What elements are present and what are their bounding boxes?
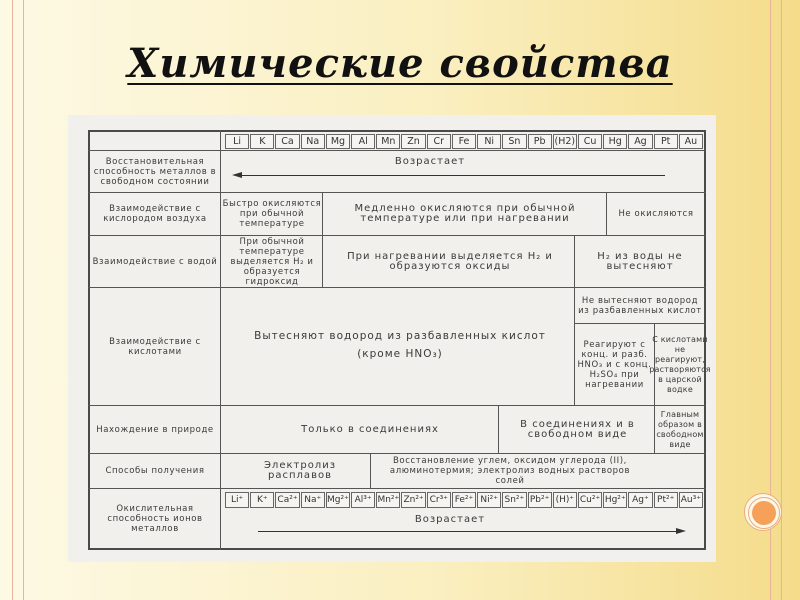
metal-ion: Li⁺ [225,492,249,508]
production-electrolysis: Электролиз расплавов [263,460,337,481]
production-reduction: Восстановление углем, оксидом углерода (II), алюминотермия; электролиз водных растворов солей [389,456,631,486]
nature-mixed: В соединениях и в свободном виде [520,418,635,440]
metal-symbol: Au [679,134,703,149]
acids-no-displace: Не вытесняют водород из разбавленных кислот [578,295,702,316]
row-label-water: Взаимодействие с водой [92,256,218,267]
metal-symbol: Na [301,134,325,149]
metal-symbol: Ag [628,134,652,149]
metal-symbol: Cr [427,134,451,149]
water-heating: При нагревании выделяется H₂ и образуются оксиды [347,250,553,272]
metal-ion: Ca²⁺ [275,492,299,508]
metal-symbol: Mg [326,134,350,149]
row-label-acids: Взаимодействие с кислотами [109,336,201,357]
metal-ion: Al³⁺ [351,492,375,508]
metal-symbol: Ca [275,134,299,149]
arrow-line [258,531,678,532]
oxygen-fast: Быстро окисляются при обычной температуре [222,199,322,229]
row-label-oxidizing: Окислительная способность ионов металлов [107,504,203,534]
nature-compounds: Только в соединениях [301,423,439,435]
metal-ion: (H)⁺ [553,492,577,508]
acids-react-hno3: Реагируют с конц. и разб. HNO₃ и с конц. H₂SO₄ при нагревании [577,339,652,390]
nature-free: Главным образом в свободном виде [656,409,704,449]
metal-ion: Ni²⁺ [477,492,501,508]
metal-ion: Hg²⁺ [603,492,627,508]
left-decor-border [12,0,24,600]
oxidizing-value: Возрастает [414,514,486,525]
metal-symbol: Zn [401,134,425,149]
metal-ion: Ag⁺ [628,492,652,508]
water-none: H₂ из воды не вытесняют [597,250,683,272]
metal-symbol: K [250,134,274,149]
col-divider [220,130,221,550]
acids-displace: Вытесняют водород из разбавленных кислот (кроме HNO₃) [254,330,546,360]
arrow-right-icon [676,528,686,534]
metal-symbol: Pt [654,134,678,149]
metal-symbol: Mn [376,134,400,149]
metal-symbol: Ni [477,134,501,149]
row-label-production: Способы получения [105,466,205,476]
metal-ion: Zn²⁺ [401,492,425,508]
metal-symbol: Al [351,134,375,149]
metal-symbol: Sn [502,134,526,149]
col-divider [498,405,499,453]
metal-ion: Fe²⁺ [452,492,476,508]
metal-symbol: Hg [603,134,627,149]
metal-ion: Pb²⁺ [528,492,552,508]
acids-aqua-regia: С кислотами не реагируют, растворяются в царской водке [649,334,711,394]
row-label-nature: Нахождение в природе [96,424,214,435]
metal-ion: Pt²⁺ [654,492,678,508]
col-divider [322,192,323,235]
metal-ion: K⁺ [250,492,274,508]
metal-symbol: Cu [578,134,602,149]
metal-ion: Cr³⁺ [427,492,451,508]
arrow-line [240,175,665,176]
metal-symbol: (H2) [554,136,576,147]
metal-symbol: Fe [452,134,476,149]
metal-symbol: Li [225,134,249,149]
metal-ion: Sn²⁺ [502,492,526,508]
metal-ion: Na⁺ [301,492,325,508]
page-title: Химические свойства [127,40,673,87]
metal-ion: Mg²⁺ [326,492,350,508]
col-divider [322,235,323,287]
col-divider [370,453,371,488]
water-normal: При обычной температуре выделяется H₂ и образуется гидроксид [230,236,314,287]
metal-ion: Au³⁺ [679,492,703,508]
metal-ion: Mn²⁺ [376,492,400,508]
metal-ion: Cu²⁺ [578,492,602,508]
metal-symbol: Pb [528,134,552,149]
reducing-value: Возрастает [394,156,466,167]
oxygen-slow: Медленно окисляются при обычной температуре или при нагревании [354,203,576,224]
decor-circle-icon [752,501,776,525]
oxygen-none: Не окисляются [618,209,694,219]
row-label-oxygen: Взаимодействие с кислородом воздуха [103,204,207,224]
row-label-reducing: Восстановительная способность металлов в свободном состоянии [93,156,217,187]
